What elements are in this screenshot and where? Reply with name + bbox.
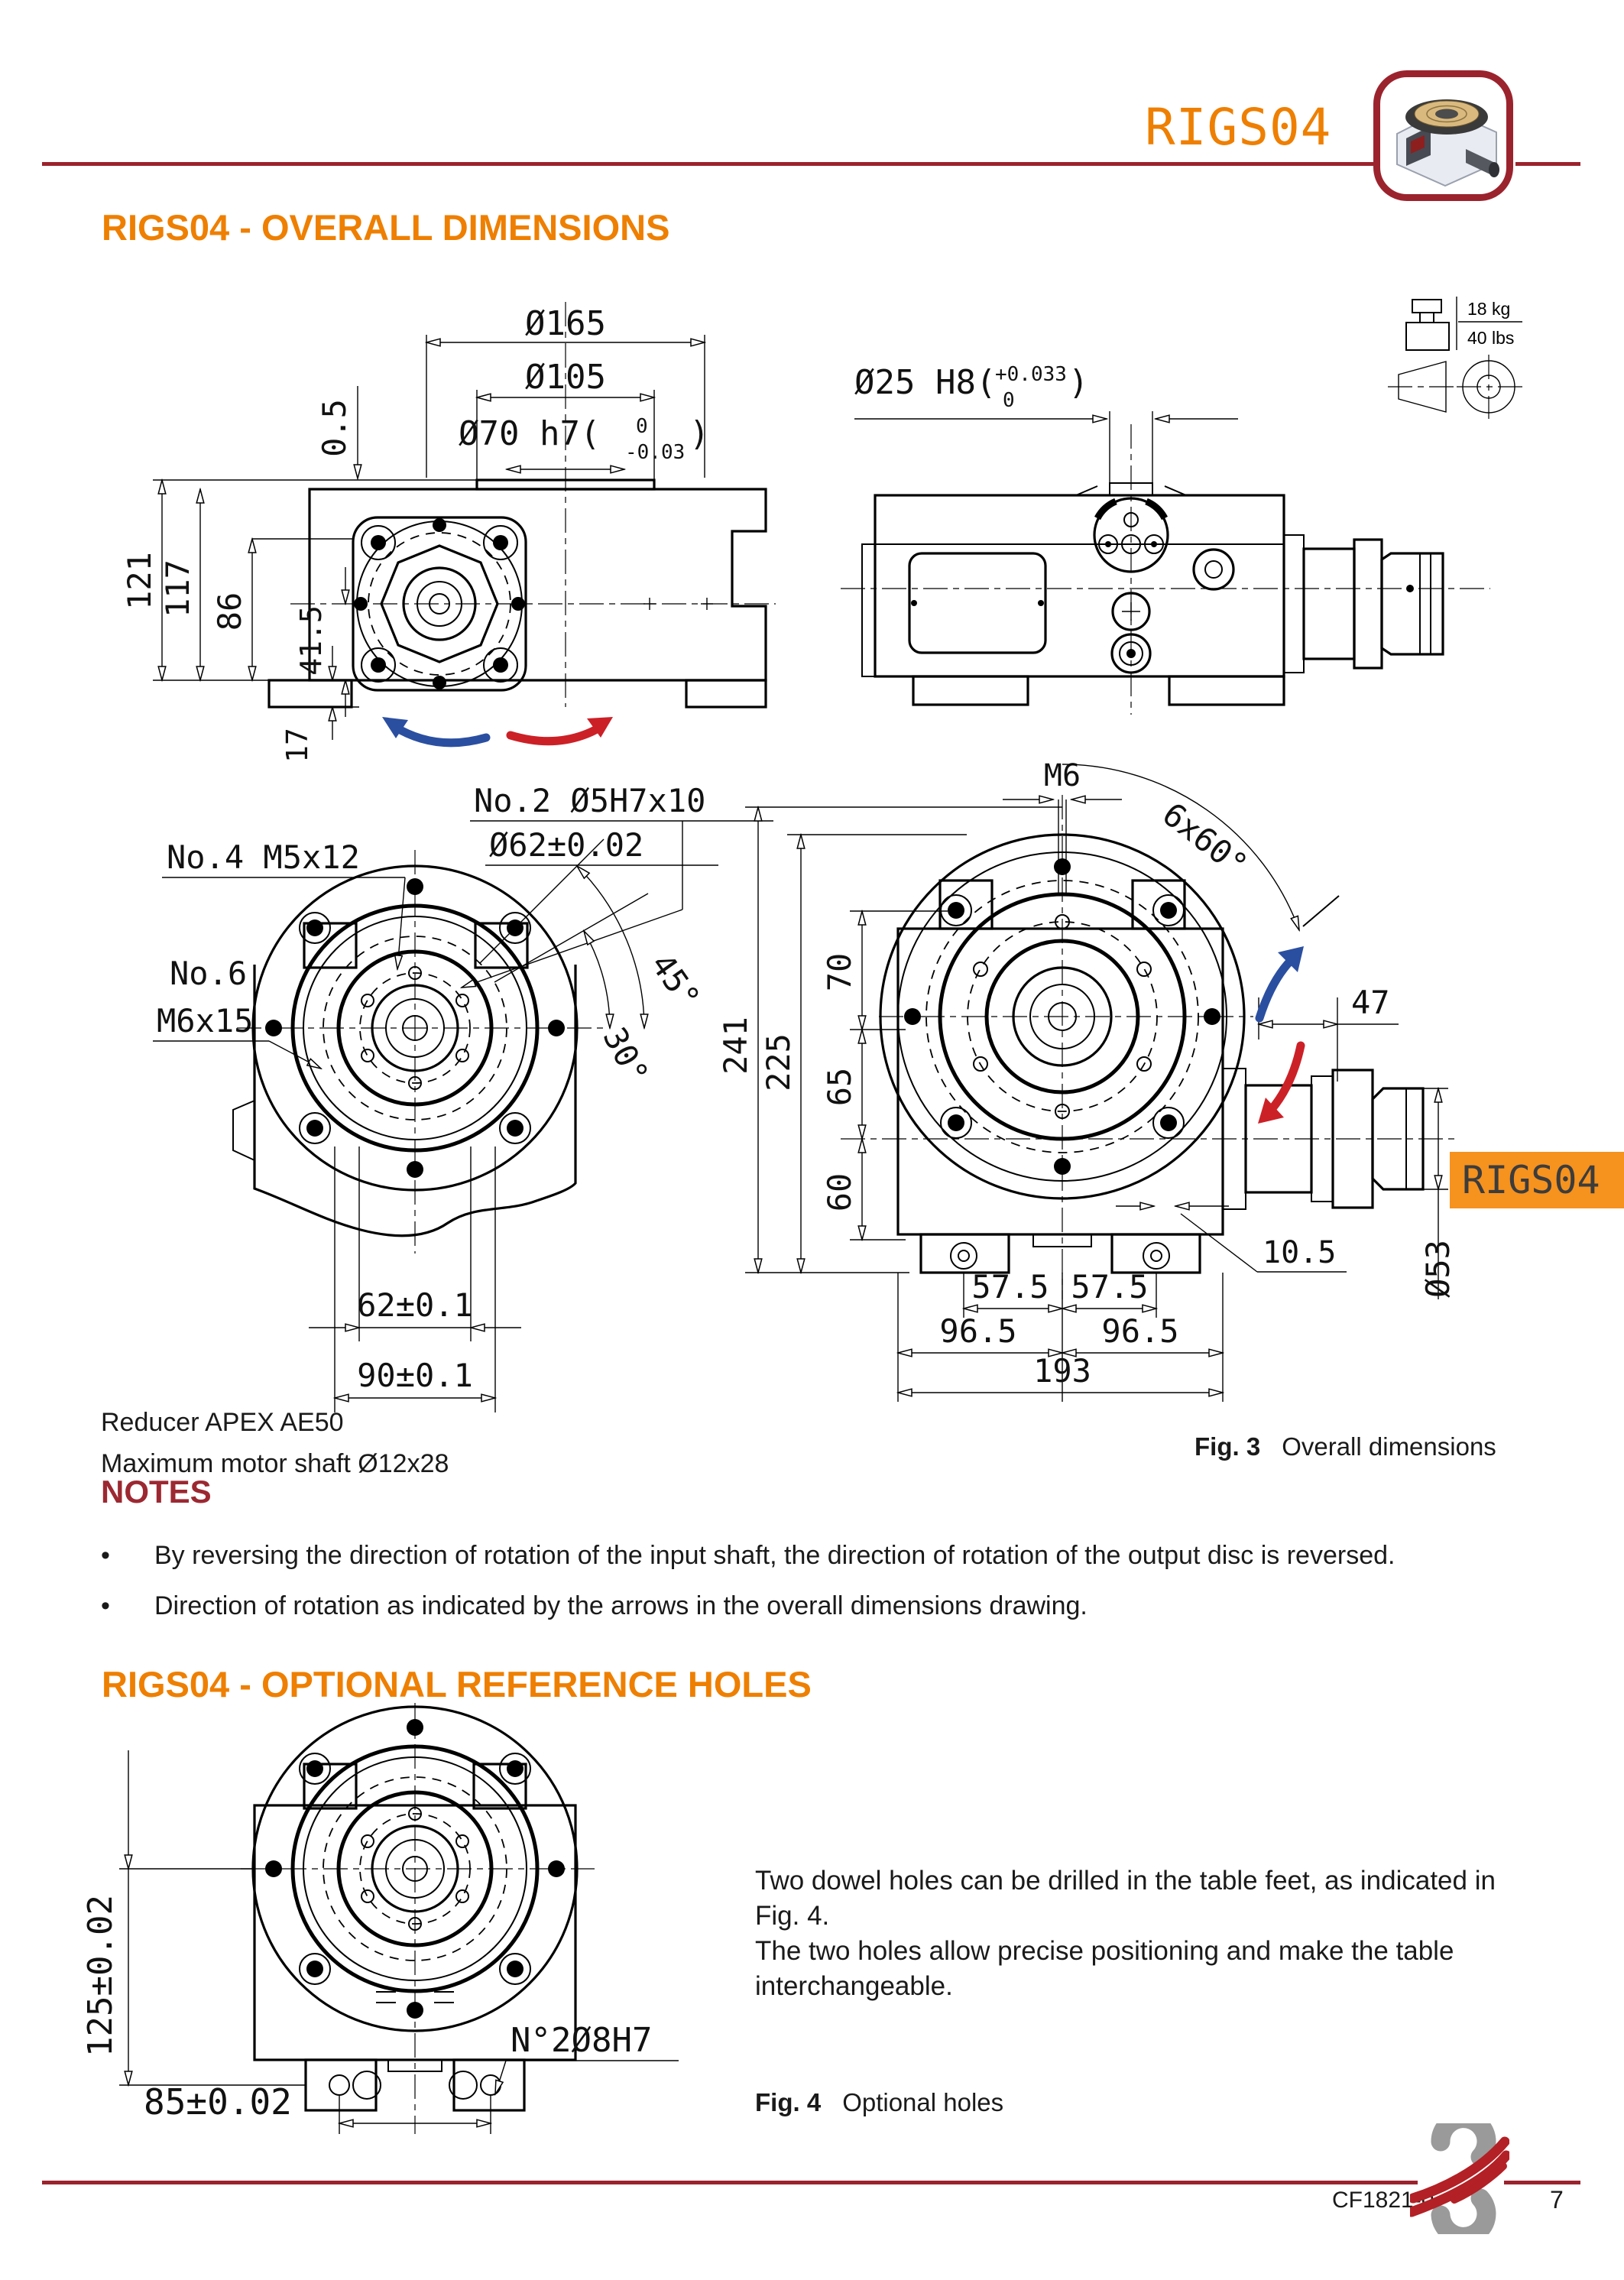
dim-965-right: 96.5 [1101,1312,1179,1350]
reducer-line2: Maximum motor shaft Ø12x28 [101,1449,449,1478]
dim-h17: 17 [280,728,314,763]
projection-symbol-icon [1388,355,1522,419]
dim-d25-close: ) [1068,363,1089,402]
drawing-front-view-left [153,782,773,1412]
callout-no4: No.4 M5x12 [167,838,360,876]
dim-575-left: 57.5 [971,1268,1049,1305]
dim-d70-close: ) [689,414,710,453]
dim-d70-lower: -0.03 [625,441,686,464]
section-title-overall: RIGS04 - OVERALL DIMENSIONS [102,207,670,248]
rotation-arrow-cw [511,717,613,741]
dim-125: 125±0.02 [81,1895,120,2057]
dim-h415: 41.5 [294,605,328,676]
dim-angle30: 30° [595,1021,656,1091]
weight-lbs: 40 lbs [1467,328,1515,348]
dim-70: 70 [821,952,858,992]
dim-225: 225 [760,1033,797,1091]
dim-d25: Ø25 H8( [854,363,997,402]
dim-d25-upper: +0.033 [995,363,1067,386]
paragraph-line2: The two holes allow precise positioning and make the table interchangeable. [755,1936,1454,2001]
weight-icon [1406,297,1522,350]
callout-dowel-holes: N°2Ø8H7 [511,2021,653,2060]
dim-d105: Ø105 [525,358,606,397]
dim-d70-upper: 0 [636,415,648,438]
callout-no6-line1: No.6 [170,955,248,992]
drawing-side-view-right [841,363,1490,715]
document-code: CF1821-0 [1332,2188,1434,2213]
dim-d165: Ø165 [525,304,606,343]
dim-60: 60 [821,1172,858,1212]
callout-no6-line2: M6x15 [157,1002,254,1039]
dim-193: 193 [1033,1352,1091,1390]
bullet-dot: • [101,1591,110,1620]
reducer-line1: Reducer APEX AE50 [101,1408,344,1437]
dim-90: 90±0.1 [357,1357,473,1394]
note-text-1: By reversing the direction of rotation of the input shaft, the direction of rotation of the output disc is reversed. [154,1541,1395,1570]
callout-d62: Ø62±0.02 [489,826,644,864]
page-number: 7 [1550,2186,1564,2214]
figure3-label: Fig. 3 [1194,1432,1261,1461]
dim-d53: Ø53 [1419,1240,1457,1298]
page-title: RIGS04 [1145,98,1332,157]
dim-gap05: 0.5 [316,399,353,457]
note-text-2: Direction of rotation as indicated by the arrows in the overall dimensions drawing. [154,1591,1088,1620]
dim-965-left: 96.5 [939,1312,1017,1350]
dim-6x60: 6x60° [1156,795,1255,884]
figure3-text: Overall dimensions [1282,1432,1496,1461]
dim-65: 65 [821,1067,858,1107]
dim-575-right: 57.5 [1071,1268,1149,1305]
dim-angle45: 45° [643,946,708,1016]
dim-h121: 121 [121,552,158,610]
drawing-side-view-left [121,302,776,763]
figure4-label: Fig. 4 [755,2088,822,2116]
dim-d70: Ø70 h7( [459,414,601,453]
rotation-arrow-ccw [1259,946,1304,1018]
dim-d25-lower: 0 [1003,389,1015,412]
drawing-front-view-right [717,758,1457,1402]
dim-105: 10.5 [1263,1235,1337,1270]
dim-47: 47 [1351,984,1390,1021]
side-tab-label: RIGS04 [1462,1158,1600,1202]
rotation-arrow-ccw [382,717,486,743]
dim-h117: 117 [159,559,196,618]
dim-85: 85±0.02 [144,2081,292,2123]
callout-no2: No.2 Ø5H7x10 [474,782,706,819]
dim-h86: 86 [211,592,248,631]
dim-m6: M6 [1043,758,1081,793]
bullet-dot: • [101,1541,110,1570]
notes-title: NOTES [101,1474,212,1510]
paragraph-line1: Two dowel holes can be drilled in the table feet, as indicated in Fig. 4. [755,1866,1496,1931]
weight-kg: 18 kg [1467,299,1511,319]
dim-62: 62±0.1 [357,1286,473,1324]
dim-241: 241 [717,1017,754,1075]
drawing-optional-holes [81,1703,679,2134]
section-title-optional: RIGS04 - OPTIONAL REFERENCE HOLES [102,1664,812,1704]
figure4-text: Optional holes [842,2088,1004,2116]
